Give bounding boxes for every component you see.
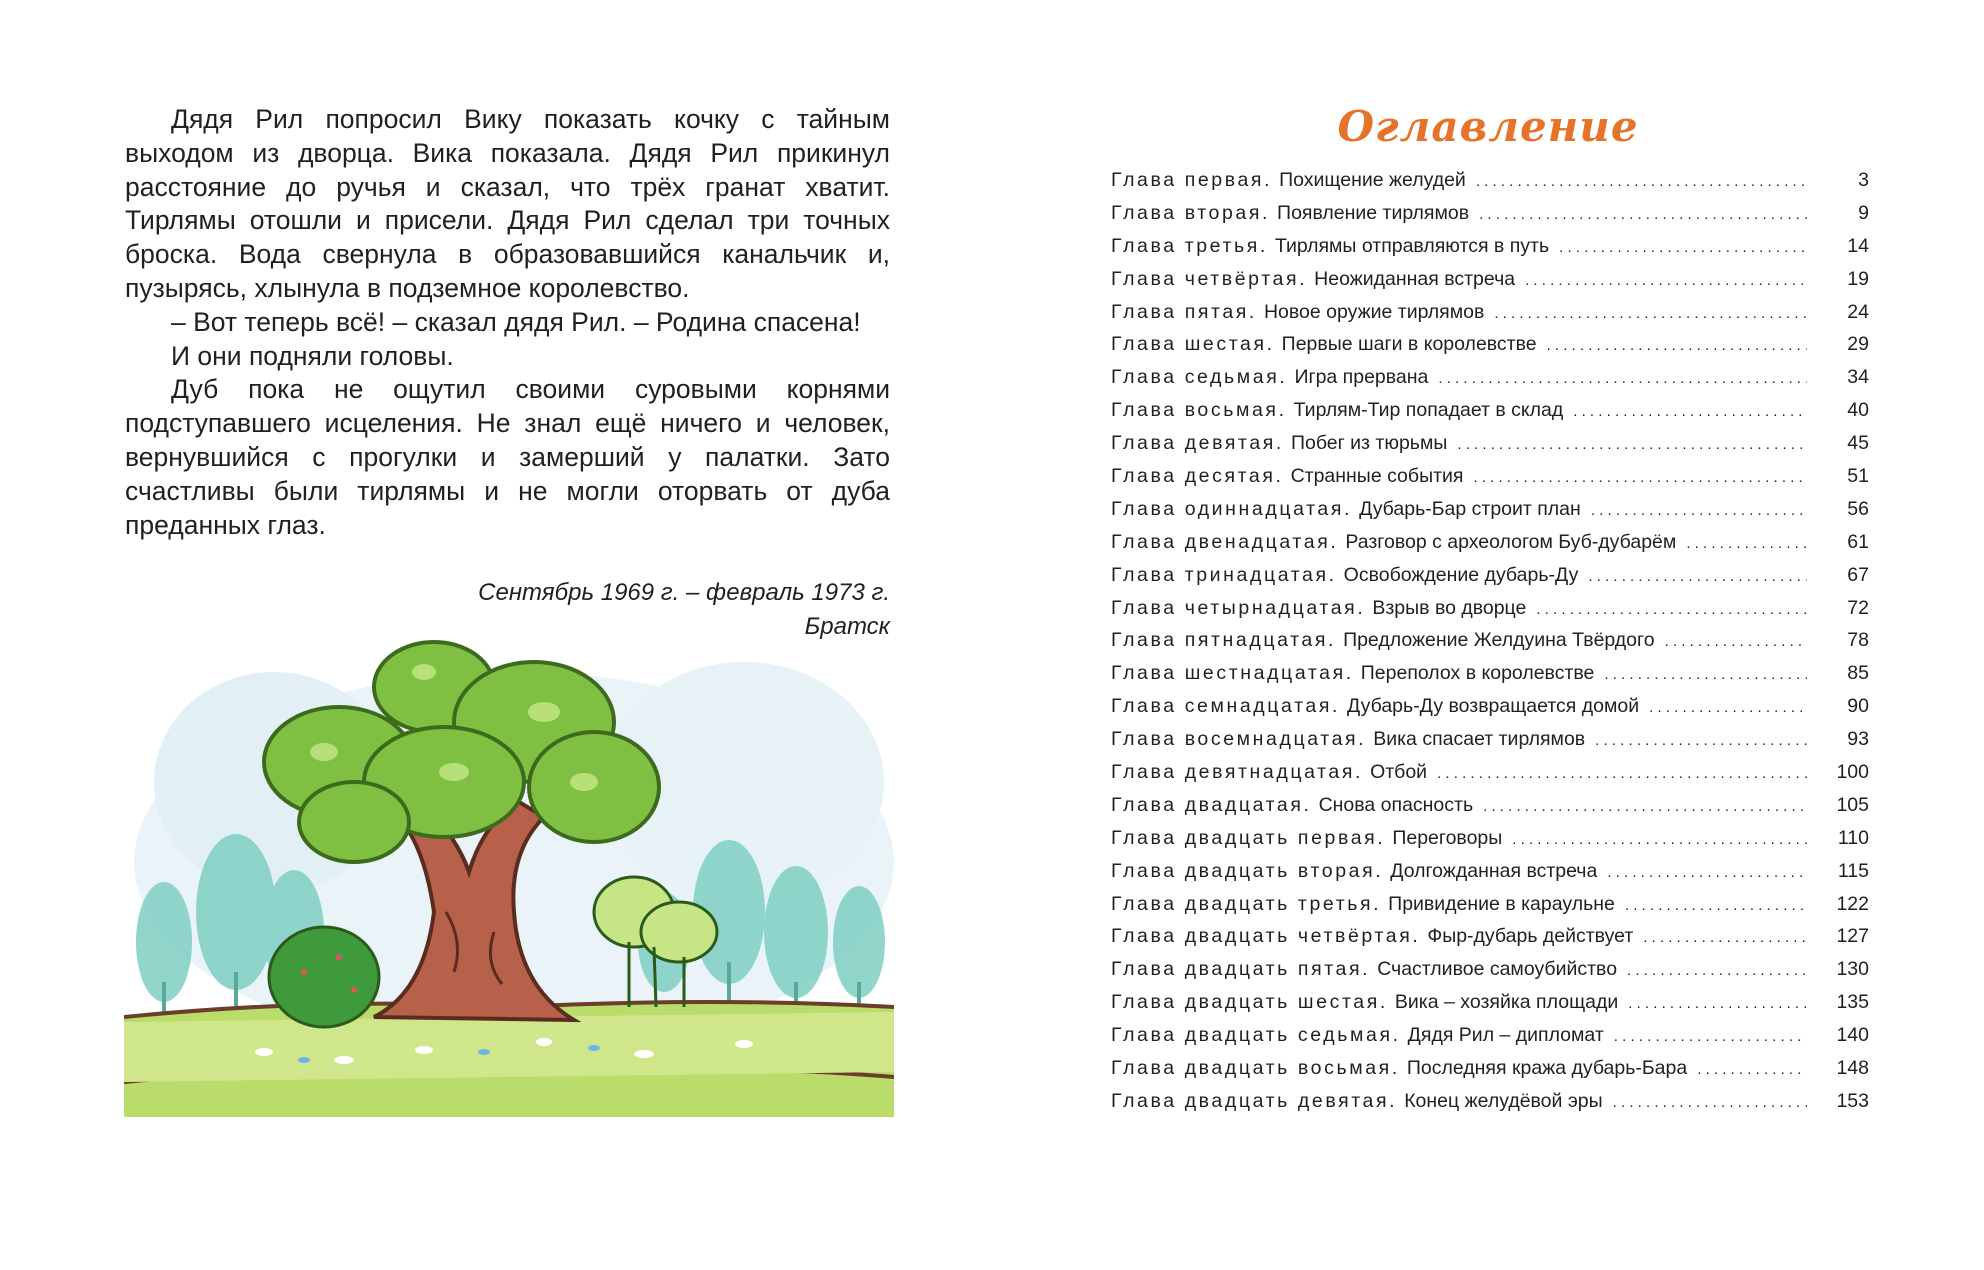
toc-chapter: Глава шестая. [1111,333,1275,356]
toc-page-number: 67 [1847,563,1869,586]
toc-chapter: Глава двенадцатая. [1111,530,1339,553]
toc-page-number: 85 [1847,662,1869,685]
toc-leader-dots [1547,337,1807,354]
toc-entry [1111,399,1869,432]
toc-chapter: Глава девятнадцатая. [1111,761,1364,784]
toc-page-number: 61 [1847,530,1869,553]
toc-entry [1111,893,1869,926]
table-of-contents [1111,169,1869,1123]
toc-page-number: 9 [1858,201,1869,224]
paragraph: Дядя Рил попросил Вику показать кочку с тайным выходом из дворца. Вика показала. Дядя Рил прикинул расстояние до ручья и сказал, что трёх гранат хватит. Тирлямы отошли и присели. Дядя Рил сделал три точных броска. Вода свернула в образовавшийся канальчик и, пузырясь, хлынула в подземное королевство. [125,104,890,303]
toc-chapter: Глава одиннадцатая. [1111,497,1353,520]
toc-leader-dots [1697,1061,1807,1078]
toc-page-number: 127 [1836,925,1869,948]
toc-chapter: Глава первая. [1111,169,1273,191]
toc-leader-dots [1559,239,1807,256]
toc-page-number: 40 [1847,399,1869,422]
toc-chapter: Глава двадцать шестая. [1111,991,1388,1014]
toc-chapter: Глава двадцать четвёртая. [1111,925,1421,948]
toc-entry [1111,169,1869,202]
toc-chapter-name: Привидение в караульне [1388,892,1615,915]
toc-page-number: 122 [1836,892,1869,915]
toc-entry [1111,235,1869,268]
toc-page-number: 90 [1847,695,1869,718]
toc-entry [1111,860,1869,893]
toc-leader-dots [1643,929,1807,946]
toc-entry [1111,531,1869,564]
toc-page-number: 93 [1847,728,1869,751]
signoff-place: Братск [804,613,890,640]
toc-chapter-name: Тирлям-Тир попадает в склад [1293,399,1564,422]
toc-chapter: Глава восемнадцатая. [1111,728,1367,751]
toc-entry [1111,1024,1869,1057]
toc-entry [1111,794,1869,827]
toc-chapter: Глава двадцатая. [1111,793,1312,816]
toc-entry [1111,925,1869,958]
toc-chapter-name: Фыр-дубарь действует [1427,925,1634,948]
toc-chapter: Глава четвёртая. [1111,267,1308,290]
toc-leader-dots [1613,1094,1807,1111]
toc-chapter-name: Переполох в королевстве [1360,662,1595,685]
toc-chapter: Глава восьмая. [1111,399,1287,422]
toc-leader-dots [1588,568,1807,585]
toc-leader-dots [1595,732,1807,749]
toc-chapter-name: Дубарь-Ду возвращается домой [1347,695,1640,718]
toc-chapter-name: Побег из тюрьмы [1290,432,1448,455]
toc-entry [1111,662,1869,695]
toc-leader-dots [1614,1028,1807,1045]
toc-leader-dots [1686,535,1807,552]
toc-chapter-name: Вика спасает тирлямов [1373,728,1586,751]
toc-page-number: 140 [1836,1024,1869,1047]
toc-chapter-name: Отбой [1370,761,1428,784]
toc-page-number: 153 [1836,1089,1869,1112]
toc-entry [1111,1090,1869,1123]
toc-entry [1111,629,1869,662]
paragraph: Дуб пока не ощутил своими суровыми корнями подступавшего исцеления. Не знал ещё ничего и человек, вернувшийся с прогулки и замерший у палатки. Зато счастливы были тирлямы и не могли оторвать от дуба преданных глаз. [125,374,890,540]
toc-leader-dots [1473,469,1807,486]
toc-chapter-name: Неожиданная встреча [1314,267,1516,290]
toc-page-number: 24 [1847,300,1869,323]
toc-entry [1111,301,1869,334]
toc-entry [1111,695,1869,728]
toc-chapter-name: Вика – хозяйка площади [1394,991,1619,1014]
toc-chapter-name: Дядя Рил – дипломат [1407,1024,1604,1047]
toc-entry [1111,366,1869,399]
toc-leader-dots [1625,897,1807,914]
toc-chapter: Глава двадцать восьмая. [1111,1057,1400,1080]
toc-leader-dots [1604,666,1807,683]
toc-leader-dots [1607,864,1807,881]
toc-page-number: 51 [1847,465,1869,488]
toc-chapter-name: Первые шаги в королевстве [1281,333,1537,356]
toc-leader-dots [1627,962,1807,979]
toc-leader-dots [1649,699,1807,716]
toc-chapter-name: Дубарь-Бар строит план [1359,497,1581,520]
toc-chapter: Глава шестнадцатая. [1111,662,1354,685]
toc-page-number: 72 [1847,596,1869,619]
toc-chapter-name: Долгожданная встреча [1390,859,1598,882]
toc-page-number: 78 [1847,629,1869,652]
toc-leader-dots [1628,995,1807,1012]
toc-page-number: 135 [1836,991,1869,1014]
toc-chapter: Глава двадцать первая. [1111,826,1386,849]
toc-leader-dots [1525,272,1807,289]
toc-page-number: 56 [1847,497,1869,520]
toc-leader-dots [1479,206,1807,223]
toc-entry [1111,991,1869,1024]
toc-page-number: 14 [1847,234,1869,257]
toc-entry [1111,1057,1869,1090]
toc-leader-dots [1438,370,1807,387]
toc-entry [1111,827,1869,860]
toc-chapter-name: Переговоры [1392,826,1503,849]
toc-chapter: Глава семнадцатая. [1111,695,1341,718]
toc-entry [1111,564,1869,597]
story-text [125,103,890,542]
toc-chapter-name: Странные события [1290,465,1464,488]
signoff-dates: Сентябрь 1969 г. – февраль 1973 г. [478,579,890,606]
toc-entry [1111,958,1869,991]
toc-chapter-name: Тирлямы отправляются в путь [1274,234,1550,257]
toc-leader-dots [1665,633,1807,650]
toc-leader-dots [1512,831,1807,848]
toc-chapter: Глава пятая. [1111,300,1257,323]
toc-chapter: Глава двадцать седьмая. [1111,1024,1401,1047]
toc-chapter: Глава двадцать вторая. [1111,859,1384,882]
toc-page-number: 19 [1847,267,1869,290]
toc-page-number: 130 [1836,958,1869,981]
toc-chapter: Глава двадцать пятая. [1111,958,1371,981]
toc-chapter-name: Взрыв во дворце [1372,596,1527,619]
toc-entry [1111,498,1869,531]
toc-page-number: 45 [1847,432,1869,455]
toc-chapter-name: Игра прервана [1294,366,1429,389]
toc-chapter: Глава вторая. [1111,201,1271,224]
toc-page-number: 34 [1847,366,1869,389]
toc-entry [1111,465,1869,498]
toc-leader-dots [1494,305,1807,322]
toc-chapter-name: Похищение желудей [1279,169,1466,191]
oak-tree-illustration [124,612,894,1117]
toc-chapter: Глава десятая. [1111,465,1284,488]
toc-entry [1111,202,1869,235]
toc-title: Оглавление [1337,102,1639,151]
toc-chapter-name: Снова опасность [1318,793,1474,816]
toc-chapter: Глава двадцать третья. [1111,892,1382,915]
toc-chapter: Глава девятая. [1111,432,1284,455]
toc-page-number: 29 [1847,333,1869,356]
toc-entry [1111,761,1869,794]
toc-leader-dots [1483,798,1807,815]
toc-chapter: Глава третья. [1111,234,1268,257]
toc-leader-dots [1591,502,1807,519]
toc-leader-dots [1476,173,1807,190]
toc-entry [1111,268,1869,301]
toc-leader-dots [1437,765,1807,782]
paragraph: И они подняли головы. [171,340,454,371]
toc-chapter-name: Новое оружие тирлямов [1263,300,1485,323]
toc-chapter: Глава двадцать девятая. [1111,1089,1398,1112]
paragraph: – Вот теперь всё! – сказал дядя Рил. – Родина спасена! [171,306,861,337]
toc-chapter-name: Последняя кража дубарь-Бара [1406,1057,1688,1080]
toc-leader-dots [1573,403,1807,420]
right-page [992,0,1984,1270]
toc-page-number: 115 [1837,859,1869,882]
toc-chapter: Глава тринадцатая. [1111,563,1337,586]
toc-entry [1111,728,1869,761]
toc-entry [1111,432,1869,465]
toc-leader-dots [1536,601,1807,618]
toc-entry [1111,597,1869,630]
toc-chapter-name: Разговор с археологом Буб-дубарём [1345,530,1677,553]
toc-leader-dots [1457,436,1807,453]
toc-page-number: 148 [1836,1057,1869,1080]
toc-entry [1111,333,1869,366]
toc-chapter: Глава седьмая. [1111,366,1288,389]
toc-chapter-name: Конец желудёвой эры [1404,1089,1603,1112]
toc-page-number: 100 [1836,761,1869,784]
toc-page-number: 105 [1836,793,1869,816]
toc-chapter-name: Счастливое самоубийство [1377,958,1618,981]
toc-page-number: 110 [1837,826,1869,849]
toc-chapter-name: Освобождение дубарь-Ду [1343,563,1579,586]
toc-page-number: 3 [1858,169,1869,191]
toc-chapter: Глава четырнадцатая. [1111,596,1366,619]
toc-chapter-name: Появление тирлямов [1277,201,1470,224]
toc-chapter: Глава пятнадцатая. [1111,629,1337,652]
toc-chapter-name: Предложение Желдуина Твёрдого [1343,629,1655,652]
